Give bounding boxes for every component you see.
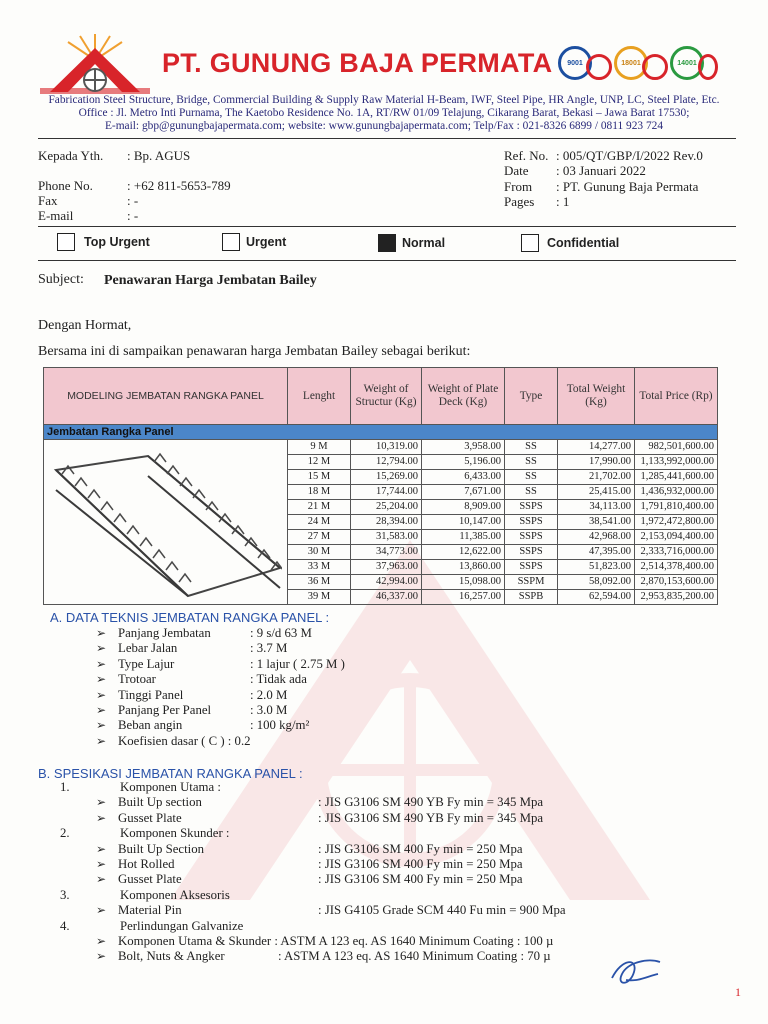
spec-b-group: [60, 888, 720, 903]
cell-price: 1,133,992,000.00: [635, 455, 718, 470]
cell-length: 18 M: [288, 485, 351, 500]
spec-label: Lebar Jalan: [118, 641, 178, 656]
cell-weight: 47,395.00: [558, 545, 635, 560]
spec-b-item: [60, 857, 720, 872]
company-line-2: Office : Jl. Metro Inti Purnama, The Kaetobo Residence No. 1A, RT/RW 01/09 Telajung, Cikarang Barat, Bekasi – Jawa Barat 17530;: [78, 107, 690, 119]
spec-value: : JIS G3106 SM 400 Fy min = 250 Mpa: [318, 841, 523, 856]
group-number: 1.: [60, 780, 70, 794]
header-divider: [38, 138, 736, 139]
spec-value: : 9 s/d 63 M: [250, 626, 312, 640]
spec-label: Panjang Per Panel: [118, 703, 212, 718]
cell-deck: 6,433.00: [422, 470, 505, 485]
spec-b-item: [60, 872, 720, 887]
spec-a-item: [96, 672, 345, 687]
arrow-bullet-icon: ➢: [96, 949, 107, 964]
spec-value: : JIS G3106 SM 490 YB Fy min = 345 Mpa: [318, 795, 544, 810]
intro-text: Bersama ini di sampaikan penawaran harga Jembatan Bailey sebagai berikut:: [38, 344, 471, 359]
bridge-illustration: [48, 448, 282, 604]
arrow-bullet-icon: ➢: [96, 656, 107, 671]
cell-structure: 31,583.00: [351, 530, 422, 545]
spec-a-item: [96, 703, 345, 718]
spec-value: : ASTM A 123 eq. AS 1640 Minimum Coating : 100 µ: [271, 934, 554, 949]
group-title: Komponen Utama :: [120, 780, 221, 794]
spec-a-item: [96, 641, 345, 656]
company-logo: [40, 30, 150, 98]
cell-price: 2,870,153,600.00: [635, 575, 718, 590]
arrow-bullet-icon: ➢: [96, 903, 107, 918]
cell-structure: 28,394.00: [351, 515, 422, 530]
cell-length: 30 M: [288, 545, 351, 560]
spec-value: : 1 lajur ( 2.75 M ): [250, 656, 345, 671]
spec-b-group: [60, 919, 720, 934]
spec-value: : JIS G3106 SM 400 Fy min = 250 Mpa: [318, 872, 523, 887]
from-label: From: [504, 179, 533, 194]
email-value: : -: [127, 208, 139, 223]
spec-value: : 100 kg/m²: [250, 718, 310, 733]
cert-seal-icon: [698, 54, 718, 80]
phone-value: : +62 811-5653-789: [127, 178, 231, 193]
from-value: : PT. Gunung Baja Permata: [556, 179, 699, 194]
arrow-bullet-icon: ➢: [96, 810, 107, 825]
cell-price: 2,953,835,200.00: [635, 590, 718, 605]
cell-type: SS: [505, 470, 558, 485]
confidential-checkbox[interactable]: [521, 234, 539, 252]
spec-b-item: [60, 934, 720, 949]
spec-b-item: [60, 842, 720, 857]
arrow-bullet-icon: ➢: [96, 872, 107, 887]
phone-label: Phone No.: [38, 178, 93, 193]
cell-deck: 16,257.00: [422, 590, 505, 605]
cell-deck: 7,671.00: [422, 485, 505, 500]
cell-type: SS: [505, 440, 558, 455]
cell-deck: 11,385.00: [422, 530, 505, 545]
spec-b-group: [60, 826, 720, 841]
arrow-bullet-icon: ➢: [96, 672, 107, 687]
truss-segment: [101, 490, 205, 510]
cell-structure: 25,204.00: [351, 500, 422, 515]
cell-weight: 58,092.00: [558, 575, 635, 590]
certification-badges: [558, 46, 718, 86]
col-type: Type: [505, 368, 558, 425]
company-line-3: E-mail: gbp@gunungbajapermata.com; website: www.gunungbajapermata.com; Telp/Fax : 021-8326 6899 / 0811 923 724: [104, 120, 664, 132]
col-structure: Weight of Structur (Kg): [351, 368, 422, 425]
spec-value: : 2.0 M: [250, 687, 288, 702]
cell-weight: 17,990.00: [558, 455, 635, 470]
priority-divider: [38, 260, 736, 261]
cell-deck: 10,147.00: [422, 515, 505, 530]
cell-price: 1,436,932,000.00: [635, 485, 718, 500]
section-b-title: B. SPESIKASI JEMBATAN RANGKA PANEL :: [38, 766, 303, 781]
group-number: 3.: [60, 887, 70, 902]
spec-value: : JIS G4105 Grade SCM 440 Fu min = 900 Mpa: [318, 903, 566, 918]
email-label: E-mail: [38, 208, 74, 223]
fax-label: Fax: [38, 193, 58, 208]
arrow-bullet-icon: ➢: [96, 934, 107, 949]
cell-price: 1,285,441,600.00: [635, 470, 718, 485]
pages-label: Pages: [504, 194, 535, 209]
cell-price: 982,501,600.00: [635, 440, 718, 455]
cell-price: 1,791,810,400.00: [635, 500, 718, 515]
spec-b-item: [60, 903, 720, 918]
spec-label: Beban angin: [118, 718, 183, 733]
spec-value: : ASTM A 123 eq. AS 1640 Minimum Coating : 70 µ: [278, 949, 551, 964]
cert-seal-icon: [642, 54, 668, 80]
cell-length: 9 M: [288, 440, 351, 455]
ref-label: Ref. No.: [504, 148, 549, 163]
cell-structure: 37,963.00: [351, 560, 422, 575]
cell-type: SSPS: [505, 500, 558, 515]
spec-value: : 3.7 M: [250, 641, 288, 656]
spec-label: Trotoar: [118, 672, 156, 687]
spec-a-item: [96, 657, 345, 672]
spec-label: Type Lajur: [118, 656, 175, 671]
truss-segment: [114, 502, 218, 522]
cell-deck: 15,098.00: [422, 575, 505, 590]
normal-checkbox[interactable]: [378, 234, 396, 252]
cell-weight: 34,113.00: [558, 500, 635, 515]
cell-weight: 38,541.00: [558, 515, 635, 530]
col-total-price: Total Price (Rp): [635, 368, 718, 425]
cell-weight: 51,823.00: [558, 560, 635, 575]
spec-value: : Tidak ada: [250, 672, 307, 687]
cell-deck: 12,622.00: [422, 545, 505, 560]
spec-label: Gusset Plate: [118, 810, 182, 825]
cell-type: SS: [505, 485, 558, 500]
col-length: Lenght: [288, 368, 351, 425]
ref-value: : 005/QT/GBP/I/2022 Rev.0: [556, 148, 703, 163]
cell-type: SSPS: [505, 545, 558, 560]
cell-structure: 42,994.00: [351, 575, 422, 590]
cell-deck: 8,909.00: [422, 500, 505, 515]
spec-b-group: [60, 780, 720, 795]
cell-structure: 34,773.00: [351, 545, 422, 560]
cell-type: SSPB: [505, 590, 558, 605]
iso-9001-badge: 9001: [558, 46, 592, 80]
cell-weight: 42,968.00: [558, 530, 635, 545]
group-title: Perlindungan Galvanize: [120, 918, 244, 933]
cell-weight: 62,594.00: [558, 590, 635, 605]
arrow-bullet-icon: ➢: [96, 641, 107, 656]
page-number: 1: [735, 985, 741, 999]
spec-b-item: [60, 811, 720, 826]
spec-label: Komponen Utama & Skunder: [118, 934, 272, 949]
cell-weight: 21,702.00: [558, 470, 635, 485]
spec-a-item: [96, 688, 345, 703]
cell-weight: 25,415.00: [558, 485, 635, 500]
spec-label: Hot Rolled: [118, 857, 175, 872]
spec-b-item: [60, 795, 720, 810]
cell-length: 15 M: [288, 470, 351, 485]
arrow-bullet-icon: ➢: [96, 795, 107, 810]
spec-label: Built Up Section: [118, 841, 205, 856]
cell-length: 33 M: [288, 560, 351, 575]
spec-label: Bolt, Nuts & Angker: [118, 949, 225, 964]
section-b-list: [60, 780, 720, 965]
spec-label: Koefisien dasar ( C ) : 0.2: [118, 733, 251, 748]
col-deck: Weight of Plate Deck (Kg): [422, 368, 505, 425]
cell-type: SSPS: [505, 560, 558, 575]
spec-a-item: [96, 734, 345, 749]
top-urgent-checkbox[interactable]: [57, 233, 75, 251]
iso-14001-badge: 14001: [670, 46, 704, 80]
cell-length: 39 M: [288, 590, 351, 605]
urgent-checkbox[interactable]: [222, 233, 240, 251]
cell-length: 27 M: [288, 530, 351, 545]
cell-structure: 12,794.00: [351, 455, 422, 470]
section-a-title: A. DATA TEKNIS JEMBATAN RANGKA PANEL :: [50, 610, 330, 625]
date-label: Date: [504, 163, 529, 178]
arrow-bullet-icon: ➢: [96, 718, 107, 733]
col-modeling: MODELING JEMBATAN RANGKA PANEL: [44, 368, 288, 425]
col-total-weight: Total Weight (Kg): [558, 368, 635, 425]
signature: [608, 952, 664, 992]
company-name: PT. GUNUNG BAJA PERMATA: [162, 48, 553, 78]
cell-price: 2,333,716,000.00: [635, 545, 718, 560]
cell-deck: 3,958.00: [422, 440, 505, 455]
group-number: 4.: [60, 918, 70, 933]
arrow-bullet-icon: ➢: [96, 841, 107, 856]
cell-length: 21 M: [288, 500, 351, 515]
kepada-label: Kepada Yth.: [38, 148, 104, 163]
spec-a-item: [96, 626, 345, 641]
cell-type: SSPM: [505, 575, 558, 590]
arrow-bullet-icon: ➢: [96, 703, 107, 718]
cert-seal-icon: [586, 54, 612, 80]
greeting: Dengan Hormat,: [38, 318, 132, 333]
ohsas-18001-badge: 18001: [614, 46, 648, 80]
section-row: Jembatan Rangka Panel: [44, 425, 718, 440]
fax-value: : -: [127, 193, 139, 208]
spec-label: Material Pin: [118, 903, 182, 918]
spec-value: : JIS G3106 SM 490 YB Fy min = 345 Mpa: [318, 810, 544, 825]
arrow-bullet-icon: ➢: [96, 733, 107, 748]
cell-price: 2,514,378,400.00: [635, 560, 718, 575]
cell-type: SSPS: [505, 530, 558, 545]
normal-label: Normal: [402, 236, 446, 250]
arrow-bullet-icon: ➢: [96, 626, 107, 640]
cell-length: 36 M: [288, 575, 351, 590]
cell-price: 2,153,094,400.00: [635, 530, 718, 545]
fields-divider: [38, 226, 736, 227]
spec-label: Gusset Plate: [118, 872, 182, 887]
cell-structure: 46,337.00: [351, 590, 422, 605]
group-number: 2.: [60, 826, 70, 841]
cell-length: 24 M: [288, 515, 351, 530]
group-title: Komponen Aksesoris: [120, 887, 230, 902]
spec-value: : JIS G3106 SM 400 Fy min = 250 Mpa: [318, 857, 523, 872]
section-a-list: [96, 626, 345, 749]
cell-type: SSPS: [505, 515, 558, 530]
confidential-label: Confidential: [547, 236, 620, 250]
spec-value: : 3.0 M: [250, 703, 288, 718]
cell-length: 12 M: [288, 455, 351, 470]
truss-segment: [127, 514, 231, 534]
subject-value: Penawaran Harga Jembatan Bailey: [104, 273, 317, 288]
cell-structure: 15,269.00: [351, 470, 422, 485]
group-title: Komponen Skunder :: [120, 826, 230, 841]
spec-label: Panjang Jembatan: [118, 626, 211, 640]
date-value: : 03 Januari 2022: [556, 163, 646, 178]
cell-weight: 14,277.00: [558, 440, 635, 455]
spec-a-item: [96, 718, 345, 733]
subject-label: Subject:: [38, 272, 84, 287]
cell-structure: 17,744.00: [351, 485, 422, 500]
arrow-bullet-icon: ➢: [96, 857, 107, 872]
cell-structure: 10,319.00: [351, 440, 422, 455]
company-line-1: Fabrication Steel Structure, Bridge, Commercial Building & Supply Raw Material H-Beam, IWF, Steel Pipe, HR Angle, UNP, LC, Steel Plate, Etc.: [48, 94, 720, 106]
cell-type: SS: [505, 455, 558, 470]
arrow-bullet-icon: ➢: [96, 687, 107, 702]
spec-label: Tinggi Panel: [118, 687, 184, 702]
cell-deck: 13,860.00: [422, 560, 505, 575]
pages-value: : 1: [556, 194, 570, 209]
cell-price: 1,972,472,800.00: [635, 515, 718, 530]
spec-label: Built Up section: [118, 795, 202, 810]
urgent-label: Urgent: [246, 235, 287, 249]
top-urgent-label: Top Urgent: [84, 235, 150, 249]
kepada-value: : Bp. AGUS: [127, 148, 191, 163]
cell-deck: 5,196.00: [422, 455, 505, 470]
